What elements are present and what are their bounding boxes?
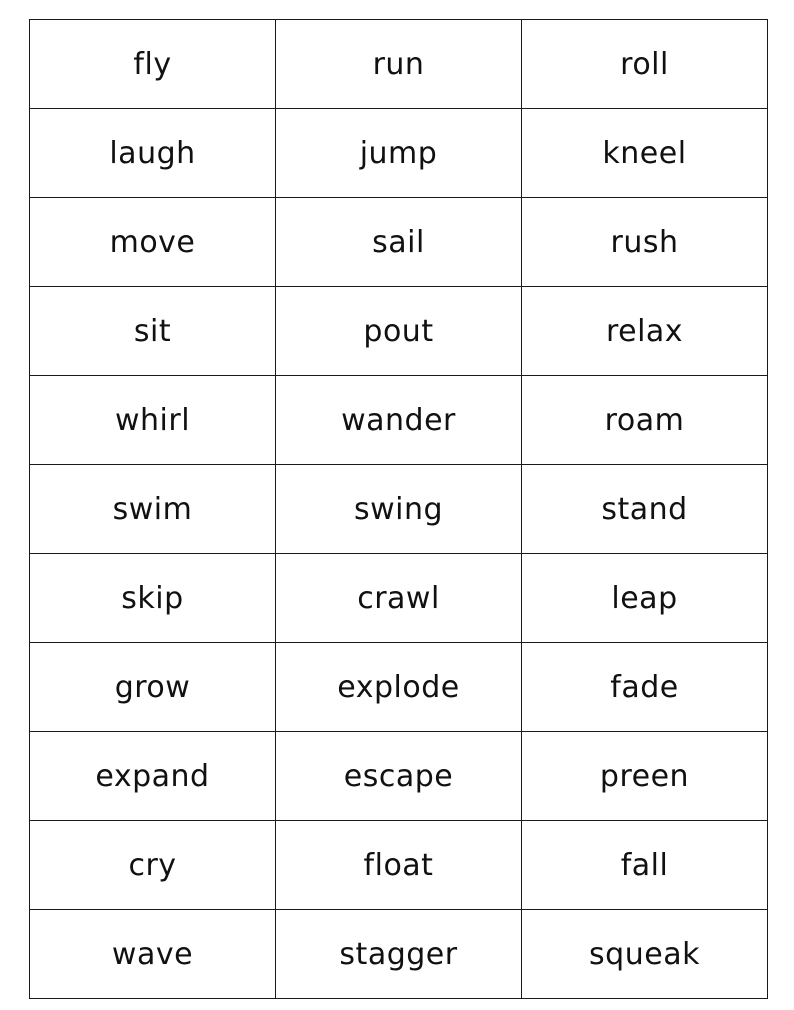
grid-row [30,554,768,643]
word-card: jump [276,109,522,198]
word-card: relax [522,287,768,376]
grid-row [30,287,768,376]
word-card: kneel [522,109,768,198]
word-card: float [276,821,522,910]
word-card: sit [30,287,276,376]
grid-row [30,643,768,732]
word-card: fade [522,643,768,732]
word-card: roam [522,376,768,465]
word-card: move [30,198,276,287]
word-card: fly [30,20,276,109]
word-card: stagger [276,910,522,999]
grid-row [30,732,768,821]
word-card: leap [522,554,768,643]
word-card: pout [276,287,522,376]
grid-row [30,910,768,999]
word-card: crawl [276,554,522,643]
word-card: swim [30,465,276,554]
word-card: explode [276,643,522,732]
word-card: swing [276,465,522,554]
word-card: stand [522,465,768,554]
word-card: wave [30,910,276,999]
word-card: whirl [30,376,276,465]
word-card: roll [522,20,768,109]
grid-row [30,821,768,910]
grid-row [30,109,768,198]
word-card: cry [30,821,276,910]
word-card: rush [522,198,768,287]
word-card: sail [276,198,522,287]
word-card: laugh [30,109,276,198]
word-card: squeak [522,910,768,999]
word-card: wander [276,376,522,465]
word-card: escape [276,732,522,821]
grid-row [30,20,768,109]
word-card: run [276,20,522,109]
grid-row [30,465,768,554]
grid-row [30,376,768,465]
word-card: fall [522,821,768,910]
grid-row [30,198,768,287]
word-card: skip [30,554,276,643]
word-grid-body [30,20,768,999]
word-card: expand [30,732,276,821]
word-card: preen [522,732,768,821]
word-card-grid [29,19,768,999]
word-card: grow [30,643,276,732]
